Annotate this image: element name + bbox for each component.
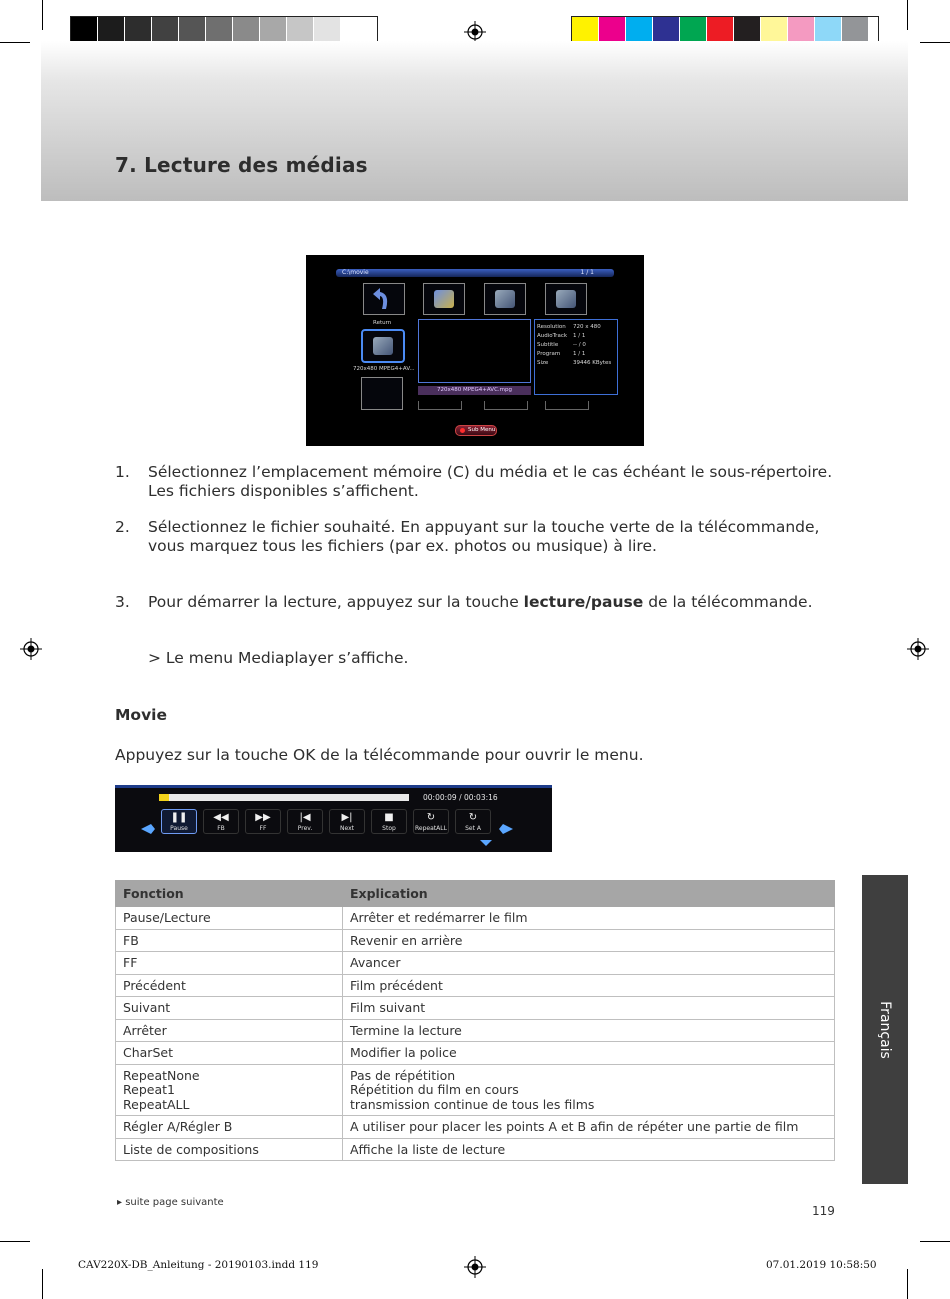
browser-path-bar	[336, 269, 614, 277]
table-cell-fonction: Arrêter	[116, 1019, 343, 1042]
return-arrow-icon	[364, 284, 404, 314]
crop-mark	[920, 1241, 950, 1242]
file-info-value: 39446 KBytes	[573, 360, 612, 366]
file-info-value: -- / 0	[573, 342, 586, 348]
video-file-icon	[556, 290, 576, 308]
video-folder-icon	[434, 290, 454, 308]
substep-text: > Le menu Mediaplayer s’affiche.	[148, 649, 409, 667]
table-cell-explication: Arrêter et redémarrer le film	[343, 907, 835, 930]
crop-mark	[42, 1269, 43, 1299]
file-info-key: Size	[537, 360, 549, 366]
movie-heading: Movie	[115, 706, 168, 724]
table-header-row	[116, 881, 835, 907]
previous-icon: |◀	[299, 812, 311, 823]
crop-mark	[0, 42, 30, 43]
table-row	[116, 1116, 835, 1139]
file-info-box	[534, 319, 618, 395]
file-info-key: Program	[537, 351, 561, 357]
language-side-tab	[862, 875, 908, 1184]
crop-mark	[907, 0, 908, 30]
player-button-label: Stop	[382, 825, 396, 832]
table-cell-fonction: Régler A/Régler B	[116, 1116, 343, 1139]
movie-paragraph: Appuyez sur la touche OK de la télécommande pour ouvrir le menu.	[115, 746, 644, 764]
player-button-prev	[287, 809, 323, 834]
registration-mark-icon	[907, 638, 929, 660]
table-header-explication: Explication	[343, 881, 835, 907]
chapter-title: 7. Lecture des médias	[115, 153, 368, 177]
empty-tile	[418, 401, 462, 410]
player-button-label: Set A	[465, 825, 481, 832]
table-cell-explication: A utiliser pour placer les points A et B afin de répéter une partie de film	[343, 1116, 835, 1139]
slug-file: CAV220X-DB_Anleitung - 20190103.indd 119	[78, 1259, 319, 1271]
slug-date: 07.01.2019 10:58:50	[766, 1259, 877, 1271]
table-header-fonction: Fonction	[116, 881, 343, 907]
player-button-ff	[245, 809, 281, 834]
list-number: 3.	[115, 593, 130, 611]
sub-menu-label: Sub Menu	[468, 427, 496, 433]
registration-mark-icon	[20, 638, 42, 660]
player-button-next	[329, 809, 365, 834]
file-info-value: 1 / 1	[573, 333, 586, 339]
player-button-label: RepeatALL	[415, 825, 447, 832]
empty-tile	[545, 401, 589, 410]
table-cell-explication: Avancer	[343, 952, 835, 975]
repeat-icon: ↻	[426, 812, 436, 823]
table-row	[116, 974, 835, 997]
table-cell-fonction: FB	[116, 929, 343, 952]
player-button-seta	[455, 809, 491, 834]
return-tile	[363, 283, 405, 315]
pause-icon: ❚❚	[170, 812, 188, 823]
list-text	[148, 593, 848, 612]
function-table	[115, 880, 835, 1161]
fast-backward-icon: ◀◀	[213, 812, 229, 823]
preview-label: 720x480 MPEG4+AVC.mpg	[418, 386, 531, 395]
fast-forward-icon: ▶▶	[255, 812, 271, 823]
table-cell-explication: Film suivant	[343, 997, 835, 1020]
video-file-icon	[495, 290, 515, 308]
table-cell-fonction: RepeatNone Repeat1 RepeatALL	[116, 1064, 343, 1116]
table-row	[116, 907, 835, 930]
video-tile	[484, 283, 526, 315]
set-a-icon: ↻	[468, 812, 478, 823]
mediaplayer-bar-screenshot	[115, 785, 552, 852]
registration-mark-icon	[464, 1256, 486, 1278]
table-row	[116, 1042, 835, 1065]
red-dot-icon	[460, 428, 465, 433]
list-number: 1.	[115, 463, 130, 481]
crop-mark	[0, 1241, 30, 1242]
list-text-bold: lecture/pause	[523, 593, 644, 611]
stop-icon: ■	[384, 812, 394, 823]
next-icon: ▶|	[341, 812, 353, 823]
table-cell-explication: Modifier la police	[343, 1042, 835, 1065]
table-cell-fonction: Précédent	[116, 974, 343, 997]
folder-tile	[423, 283, 465, 315]
table-cell-explication: Pas de répétition Répétition du film en cours transmission continue de tous les films	[343, 1064, 835, 1116]
browser-page: 1 / 1	[580, 269, 594, 276]
empty-tile	[484, 401, 528, 410]
table-cell-explication: Film précédent	[343, 974, 835, 997]
crop-mark	[920, 42, 950, 43]
player-button-label: FB	[217, 825, 225, 832]
selected-video-tile	[361, 329, 405, 363]
file-info-key: Subtitle	[537, 342, 559, 348]
player-button-label: Pause	[170, 825, 188, 832]
table-row	[116, 1019, 835, 1042]
table-cell-fonction: Suivant	[116, 997, 343, 1020]
chapter-header	[41, 41, 908, 201]
page-number: 119	[812, 1204, 835, 1218]
list-text-part: de la télécommande.	[643, 593, 813, 611]
list-text: Sélectionnez le fichier souhaité. En appuyant sur la touche verte de la télécommande, vous marquez tous les fichiers (par ex. photos ou musique) à lire.	[148, 518, 820, 555]
browser-path: C:\movie	[342, 269, 369, 276]
progress-fill	[159, 794, 169, 801]
progress-bar	[159, 794, 409, 801]
scroll-down-icon	[480, 840, 492, 846]
table-cell-fonction: CharSet	[116, 1042, 343, 1065]
table-cell-explication: Affiche la liste de lecture	[343, 1138, 835, 1161]
list-number: 2.	[115, 518, 130, 536]
file-info-value: 1 / 1	[573, 351, 586, 357]
registration-mark-icon	[464, 21, 486, 43]
list-text: Sélectionnez l’emplacement mémoire (C) du média et le cas échéant le sous-répertoire. Les fichiers disponibles s’affichent.	[148, 463, 833, 500]
crop-mark	[907, 1269, 908, 1299]
table-row	[116, 1064, 835, 1116]
preview-box	[418, 319, 531, 383]
table-row	[116, 952, 835, 975]
table-cell-explication: Revenir en arrière	[343, 929, 835, 952]
player-time: 00:00:09 / 00:03:16	[423, 793, 498, 802]
file-info-key: AudioTrack	[537, 333, 568, 339]
file-info-key: Resolution	[537, 324, 566, 330]
player-button-stop	[371, 809, 407, 834]
player-button-pause	[161, 809, 197, 834]
player-button-label: Next	[340, 825, 354, 832]
empty-tile	[361, 377, 403, 410]
player-button-repeatall	[413, 809, 449, 834]
scroll-left-icon	[141, 824, 155, 834]
table-row	[116, 1138, 835, 1161]
player-button-label: FF	[259, 825, 267, 832]
table-cell-fonction: Liste de compositions	[116, 1138, 343, 1161]
return-label: Return	[373, 320, 392, 326]
media-browser-screenshot	[306, 255, 644, 446]
table-cell-explication: Termine la lecture	[343, 1019, 835, 1042]
file-info-value: 720 x 480	[573, 324, 601, 330]
table-cell-fonction: FF	[116, 952, 343, 975]
list-text-part: Pour démarrer la lecture, appuyez sur la touche	[148, 593, 524, 611]
video-tile	[545, 283, 587, 315]
language-label: Français	[877, 1000, 893, 1059]
video-file-icon	[373, 337, 393, 355]
footnote-continued: ▸ suite page suivante	[117, 1197, 224, 1208]
table-row	[116, 929, 835, 952]
player-top-line	[115, 785, 552, 788]
player-button-fb	[203, 809, 239, 834]
file-label: 720x480 MPEG4+AV...	[353, 366, 415, 372]
table-cell-fonction: Pause/Lecture	[116, 907, 343, 930]
player-button-label: Prev.	[297, 825, 313, 832]
scroll-right-icon	[499, 824, 513, 834]
table-row	[116, 997, 835, 1020]
sub-menu-button	[455, 425, 497, 436]
crop-mark	[42, 0, 43, 30]
